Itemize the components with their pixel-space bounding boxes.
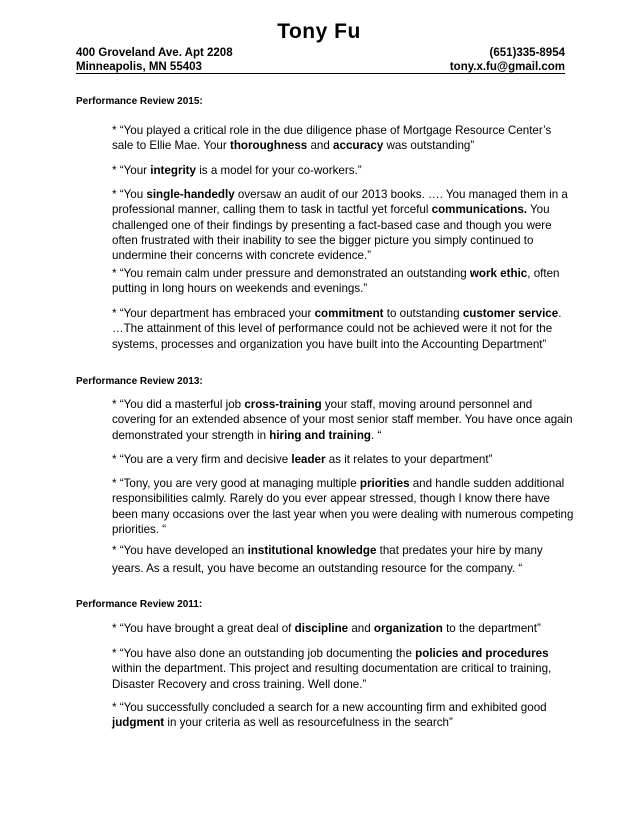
quote-text: is a model for your co-workers.” <box>196 164 362 177</box>
emphasis-text: thoroughness <box>229 139 308 153</box>
quote-text: * “Your department has embraced your <box>112 307 315 320</box>
emphasis-text: policies and procedures <box>415 647 549 660</box>
emphasis-text: discipline <box>294 622 349 635</box>
review-quote <box>112 397 574 443</box>
emphasis-text: cross-training <box>244 398 322 411</box>
candidate-name: Tony Fu <box>277 20 361 43</box>
emphasis-text: organization <box>373 622 443 635</box>
quote-text: * “You successfully concluded a search for a new accounting firm and exhibited good <box>112 701 547 714</box>
address-line-1: 400 Groveland Ave. Apt 2208 <box>76 47 233 59</box>
review-quote <box>112 542 574 577</box>
quote-text: and <box>348 622 374 635</box>
emphasis-text: single-handedly <box>146 188 235 201</box>
quote-text: was outstanding” <box>383 139 475 153</box>
quote-text: within the department. This project and resulting documentation are critical to training, Disaster Recovery and cross training. Well done.” <box>112 662 552 691</box>
review-quote <box>112 163 574 178</box>
quote-text: * “Tony, you are very good at managing multiple <box>112 477 360 490</box>
review-quote <box>112 621 574 636</box>
quote-text: * “You remain calm under pressure and demonstrated an outstanding <box>112 267 470 280</box>
header-divider <box>76 73 565 74</box>
quote-text: * “You are a very firm and decisive <box>112 453 292 466</box>
quote-text: , often putting in long hours on weekends and evenings.” <box>112 267 560 296</box>
review-quote <box>112 187 574 263</box>
quote-text: * “You have brought a great deal of <box>112 622 295 635</box>
quote-text: * “Your <box>112 164 151 177</box>
email-address: tony.x.fu@gmail.com <box>449 61 565 73</box>
review-quote <box>112 266 574 297</box>
review-quote <box>112 646 574 692</box>
quote-text: that predates your hire by many years. As a result, you have become an outstanding resource for the company. “ <box>112 544 543 575</box>
review-quote <box>112 306 574 352</box>
quote-text: * “You did a masterful job <box>112 398 245 411</box>
quote-text: * “You played a critical role in the due diligence phase of Mortgage Resource Center’s sale to Ellie Mae. Your <box>112 124 552 153</box>
review-quote <box>112 476 574 537</box>
quote-text: and <box>307 139 334 153</box>
quote-text: in your criteria as well as resourcefulness in the search” <box>164 716 453 730</box>
quote-text: to outstanding <box>383 307 463 320</box>
emphasis-text: commitment <box>314 307 384 320</box>
review-quote <box>112 700 574 731</box>
emphasis-text: hiring and training <box>269 428 372 442</box>
quote-text: . …The attainment of this level of performance could not be achieved were it not for the systems, processes and organization you have built into the Accounting Department” <box>112 307 562 351</box>
quote-text: * “You <box>112 188 147 201</box>
emphasis-text: priorities <box>359 477 410 490</box>
emphasis-text: institutional knowledge <box>247 544 377 557</box>
emphasis-text: judgment <box>112 716 165 730</box>
review-quote <box>112 452 574 467</box>
quote-text: your staff, moving around personnel and covering for an extended absence of your most senior staff member. You have once again demonstrated your strength in <box>112 398 573 442</box>
address-line-2: Minneapolis, MN 55403 <box>76 61 202 73</box>
section-title-2013: Performance Review 2013: <box>76 376 203 387</box>
quote-text: * “You have also done an outstanding job documenting the <box>112 647 416 660</box>
emphasis-text: work ethic <box>469 267 528 280</box>
emphasis-text: communications. <box>431 203 527 217</box>
quote-text: and handle sudden additional responsibilities calmly. Rarely do you ever appear stressed, though I know there have been many occasions over the last year when you were dealing with numerous competing priorities. “ <box>112 477 574 536</box>
quote-text: oversaw an audit of our 2013 books. …. You managed them in a professional manner, calling them to task in tactful yet forceful <box>112 188 568 217</box>
phone-number: (651)335-8954 <box>489 47 565 59</box>
quote-text: to the department” <box>442 622 541 635</box>
section-title-2011: Performance Review 2011: <box>76 599 203 610</box>
emphasis-text: customer service <box>462 307 559 320</box>
quote-text: You challenged one of their findings by presenting a fact-based case and though you were often frustrated with their inability to see the bigger picture you simply continued to undermine their concerns with concrete evidence.” <box>112 203 552 263</box>
quote-text: as it relates to your department” <box>325 453 493 466</box>
emphasis-text: integrity <box>150 164 196 177</box>
section-title-2015: Performance Review 2015: <box>76 96 203 107</box>
review-quote <box>112 123 574 154</box>
emphasis-text: leader <box>291 453 326 466</box>
quote-text: . “ <box>371 428 382 442</box>
quote-text: * “You have developed an <box>112 544 248 557</box>
emphasis-text: accuracy <box>333 139 384 153</box>
contact-block <box>76 46 565 74</box>
